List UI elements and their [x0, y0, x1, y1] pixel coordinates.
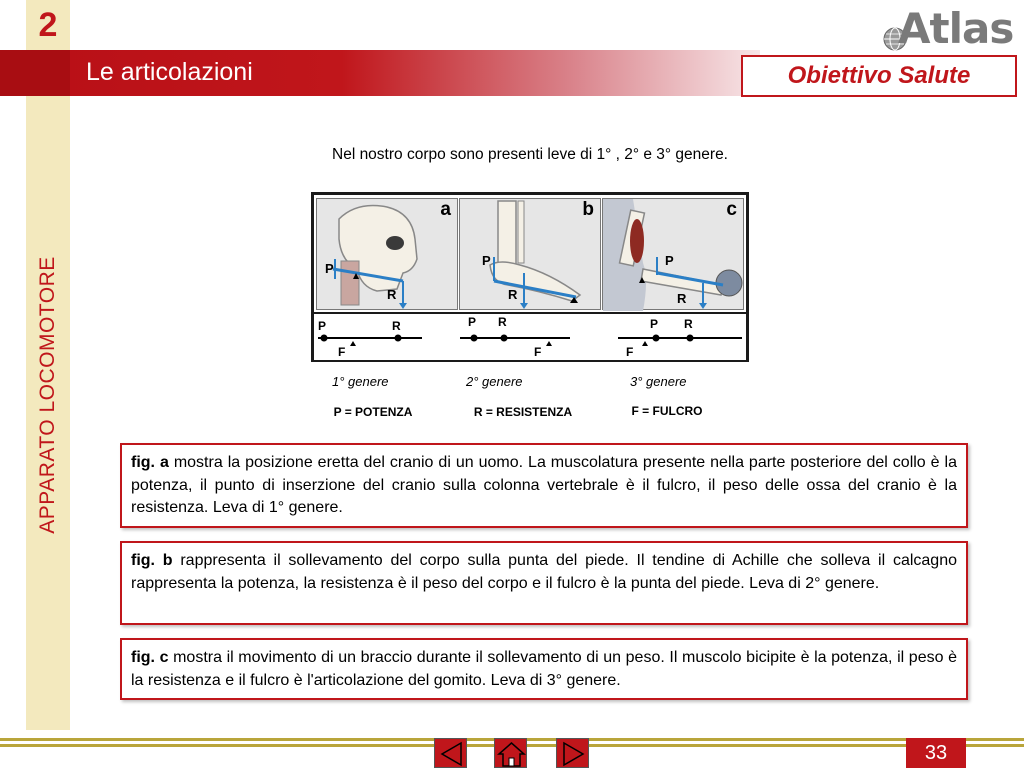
- description-box-b: [120, 541, 968, 625]
- lever2-f: F: [534, 345, 542, 359]
- box-b-lead: fig. b: [131, 552, 173, 569]
- chapter-number: 2: [26, 0, 70, 48]
- lever2-p: P: [468, 315, 477, 329]
- box-c-lead: fig. c: [131, 649, 169, 666]
- panel-a-letter: a: [440, 199, 451, 220]
- box-b-text: rappresenta il sollevamento del corpo sulla punta del piede. Il tendine di Achille che solleva il calcagno rappresenta la potenza, la resistenza è il peso del corpo e il fulcro è la punta del piede. Leva di 2° genere.: [131, 552, 957, 592]
- lever-diagram-svg: [314, 314, 746, 362]
- levers-figure: [311, 192, 749, 362]
- atlas-logo: [876, 4, 1014, 53]
- lever-diagrams: [314, 312, 746, 360]
- header-accent: [0, 50, 70, 96]
- lever1-f: F: [338, 345, 346, 359]
- lever3-f: F: [626, 345, 634, 359]
- home-icon: [495, 739, 528, 768]
- prev-arrow-icon: [435, 739, 468, 768]
- page-number: 33: [906, 738, 966, 768]
- objective-badge: Obiettivo Salute: [741, 55, 1017, 97]
- panel-a-r-label: R: [387, 287, 397, 302]
- previous-button[interactable]: [434, 738, 467, 768]
- panel-a: [316, 198, 458, 310]
- caption-third-class: 3° genere: [630, 374, 687, 389]
- panel-b-p-label: P: [482, 253, 491, 268]
- panel-b-r-label: R: [508, 287, 518, 302]
- caption-second-class: 2° genere: [466, 374, 523, 389]
- next-arrow-icon: [557, 739, 590, 768]
- lever3-r: R: [684, 317, 693, 331]
- definition-fulcro: F = FULCRO: [631, 404, 703, 418]
- panel-c: [602, 198, 744, 310]
- arm-illustration: [603, 199, 745, 311]
- panel-b-letter: b: [582, 199, 594, 220]
- panel-c-p-label: P: [665, 253, 674, 268]
- lever1-r: R: [392, 319, 401, 333]
- next-button[interactable]: [556, 738, 589, 768]
- panel-a-p-label: P: [325, 261, 334, 276]
- description-box-a: [120, 443, 968, 528]
- description-box-c: [120, 638, 968, 700]
- caption-first-class: 1° genere: [332, 374, 389, 389]
- page-title: Le articolazioni: [86, 58, 253, 86]
- definition-potenza: P = POTENZA: [333, 405, 413, 419]
- home-button[interactable]: [494, 738, 527, 768]
- foot-illustration: [460, 199, 602, 311]
- skull-illustration: [317, 199, 459, 311]
- logo-text: Atlas: [898, 4, 1014, 53]
- definition-resistenza: R = RESISTENZA: [473, 405, 573, 419]
- intro-text: Nel nostro corpo sono presenti leve di 1° , 2° e 3° genere.: [332, 146, 728, 163]
- lever3-p: P: [650, 317, 659, 331]
- box-a-lead: fig. a: [131, 454, 169, 471]
- box-c-text: mostra il movimento di un braccio durante il sollevamento di un peso. Il muscolo bicipite è la potenza, il peso è la resistenza e il fulcro è l'articolazione del gomito. Leva di 3° genere.: [131, 649, 958, 689]
- panel-b: [459, 198, 601, 310]
- lever1-p: P: [318, 319, 327, 333]
- panel-c-letter: c: [726, 199, 737, 220]
- lever2-r: R: [498, 315, 507, 329]
- section-vertical-title: APPARATO LOCOMOTORE: [36, 256, 59, 534]
- box-a-text: mostra la posizione eretta del cranio di un uomo. La muscolatura presente nella parte posteriore del collo è la potenza, il punto di inserzione del cranio sulla colonna vertebrale è il fulcro, il peso delle ossa del cranio è la resistenza. Leva di 1° genere.: [131, 454, 957, 516]
- panel-c-r-label: R: [677, 291, 687, 306]
